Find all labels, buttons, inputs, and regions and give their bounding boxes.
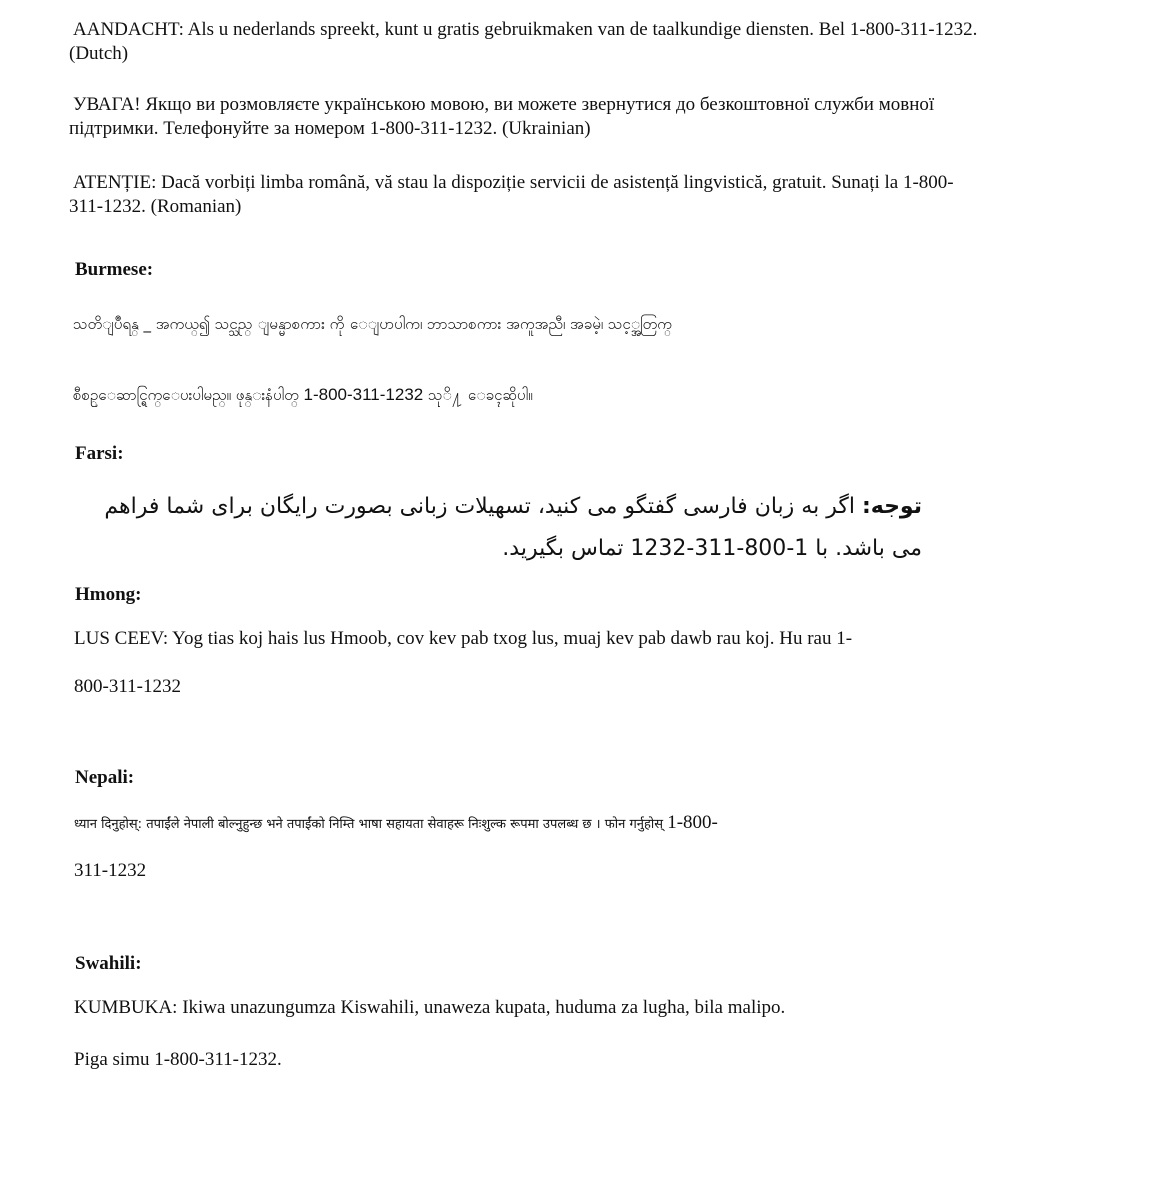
- nepali-notice-line-2: 311-1232: [74, 860, 147, 881]
- nepali-phone-number: 1-800-: [667, 812, 718, 833]
- burmese-heading: Burmese:: [75, 259, 154, 280]
- romanian-notice-line-2: 311-1232. (Romanian): [69, 196, 242, 217]
- farsi-attention-label: توجه:: [861, 494, 922, 519]
- burmese-text-before-phone: စီစဥ္ေဆာင္ရြက္ေပးပါမည္။ ဖုန္းနံပါတ္: [73, 386, 304, 404]
- dutch-notice-line-2: (Dutch): [69, 43, 129, 64]
- burmese-text-after-phone: သုိ႔ ေခၚဆိုပါ။: [423, 386, 533, 404]
- swahili-notice-line-2: Piga simu 1-800-311-1232.: [74, 1049, 282, 1070]
- burmese-notice-line-2: [73, 383, 533, 407]
- hmong-notice-line-1: LUS CEEV: Yog tias koj hais lus Hmoob, cov kev pab txog lus, muaj kev pab dawb rau koj. Hu rau 1-: [74, 628, 853, 649]
- ukrainian-notice-line-2: підтримки. Телефонуйте за номером 1-800-311-1232. (Ukrainian): [69, 118, 591, 139]
- dutch-notice-line-1: AANDACHT: Als u nederlands spreekt, kunt u gratis gebruikmaken van de taalkundige diensten. Bel 1-800-311-1232.: [73, 19, 978, 40]
- farsi-text-line-1: اگر به زبان فارسی گفتگو می کنید، تسهیلات زبانی بصورت رایگان برای شما فراهم: [104, 494, 862, 519]
- nepali-heading: Nepali:: [75, 767, 135, 788]
- nepali-text: ध्यान दिनुहोस्: तपाईंले नेपाली बोल्नुहुन्छ भने तपाईंको निम्ति भाषा सहायता सेवाहरू निःशुल्क रूपमा उपलब्ध छ । फोन गर्नुहोस्: [74, 817, 668, 832]
- burmese-phone-number: 1-800-311-1232: [303, 385, 424, 404]
- hmong-heading: Hmong:: [75, 584, 142, 605]
- hmong-notice-line-2: 800-311-1232: [74, 676, 181, 697]
- farsi-heading: Farsi:: [75, 443, 124, 464]
- burmese-notice-line-1: သတိျပဳရန္ _ အကယ္၍ သင္သည္ ျမန္မာစကား ကို ေျပာပါက၊ ဘာသာစကား အကူအညီ၊ အခမဲ့၊ သင့္အတြက္: [73, 315, 672, 333]
- ukrainian-notice-line-1: УВАГА! Якщо ви розмовляєте українською мовою, ви можете звернутися до безкоштовної служби мовної: [73, 94, 935, 115]
- swahili-notice-line-1: KUMBUKA: Ikiwa unazungumza Kiswahili, unaweza kupata, huduma za lugha, bila malipo.: [74, 997, 786, 1018]
- swahili-heading: Swahili:: [75, 953, 142, 974]
- farsi-notice-line-2: می باشد. با 1-800-311-1232 تماس بگیرید.: [502, 536, 922, 561]
- farsi-notice-line-1: [104, 490, 922, 524]
- nepali-notice-line-1: [74, 811, 718, 837]
- romanian-notice-line-1: ATENȚIE: Dacă vorbiți limba română, vă stau la dispoziție servicii de asistență lingvistică, gratuit. Sunați la 1-800-: [73, 172, 954, 193]
